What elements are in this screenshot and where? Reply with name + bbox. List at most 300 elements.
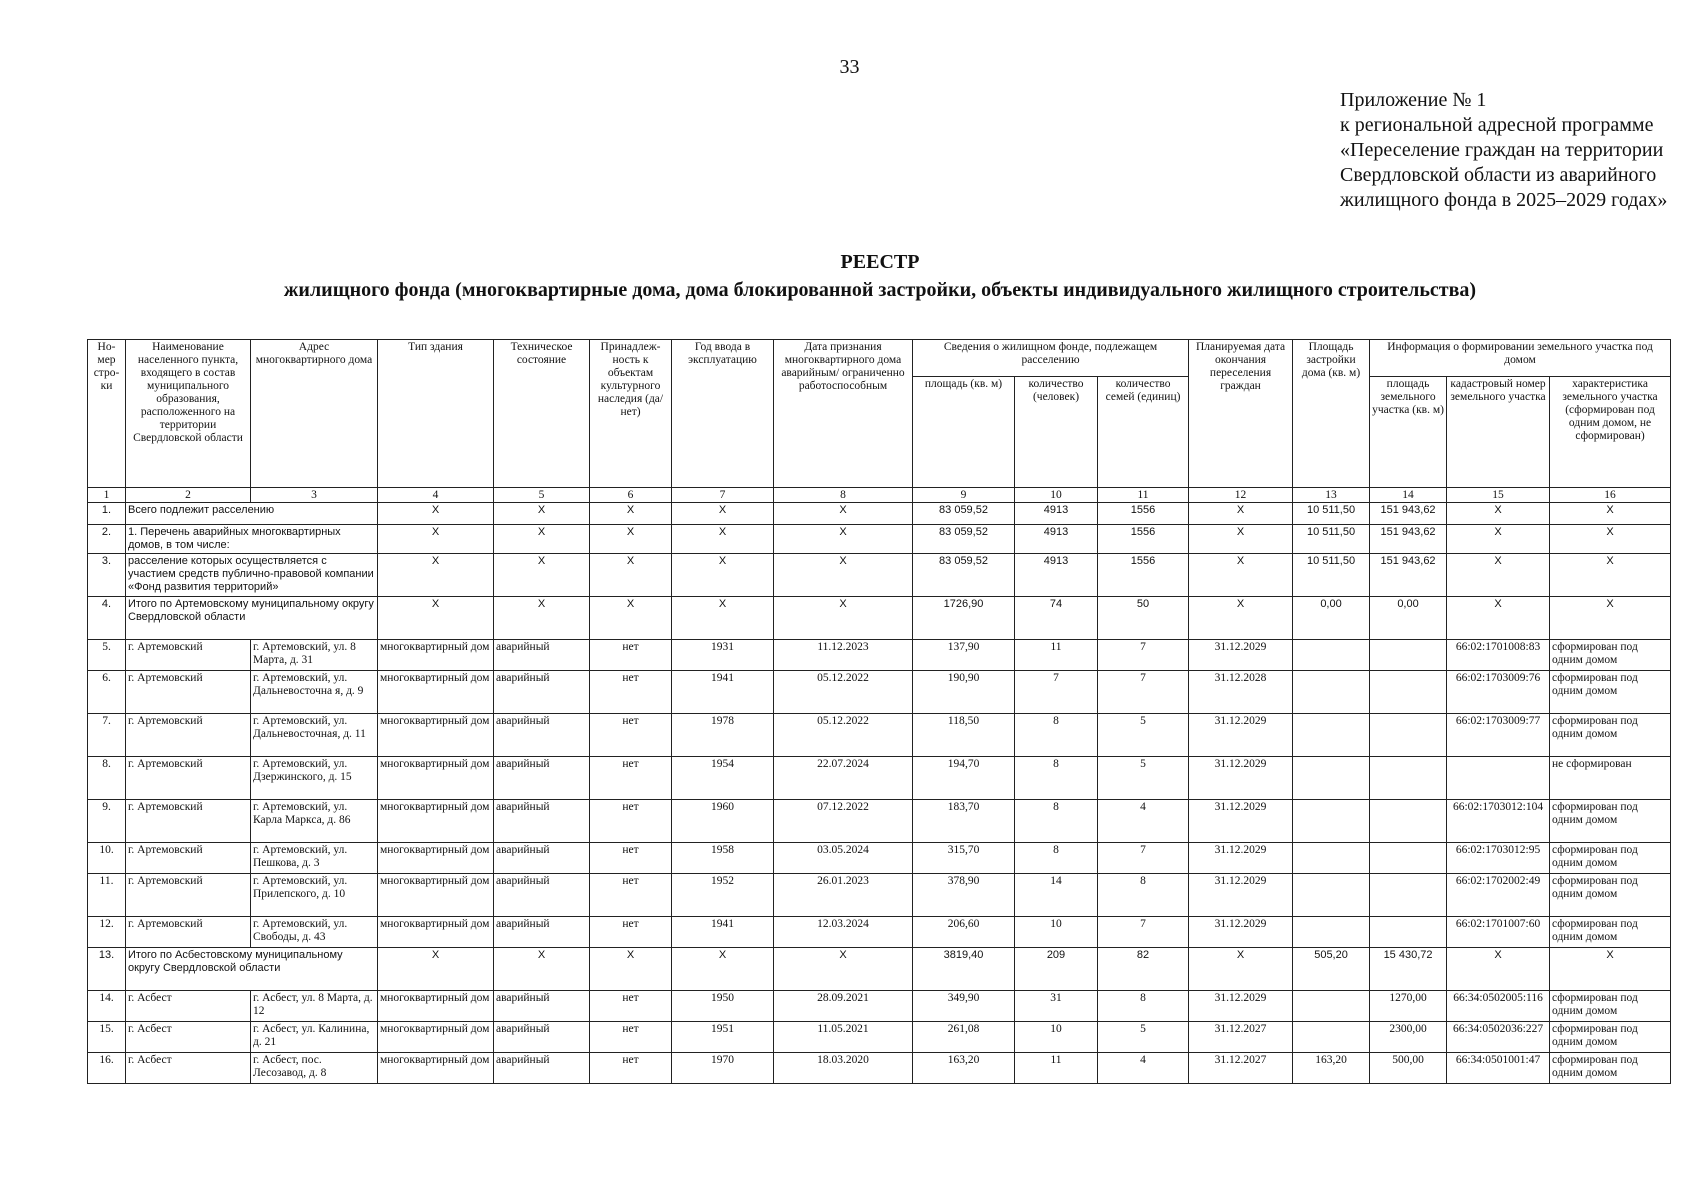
table-cell: 5. <box>88 640 126 671</box>
column-number: 5 <box>494 488 590 503</box>
table-cell: многоквартирный дом <box>378 991 494 1022</box>
table-cell: 10 <box>1015 917 1098 948</box>
table-cell: 14. <box>88 991 126 1022</box>
table-cell <box>1293 843 1370 874</box>
appendix-note <box>1340 88 1667 213</box>
table-cell: 10. <box>88 843 126 874</box>
table-cell: X <box>774 525 913 554</box>
table-cell: сформирован под одним домом <box>1550 1053 1671 1084</box>
table-cell: аварийный <box>494 1053 590 1084</box>
table-cell <box>1293 800 1370 843</box>
table-cell: 4 <box>1098 800 1189 843</box>
table-cell: 07.12.2022 <box>774 800 913 843</box>
table-cell: X <box>1447 525 1550 554</box>
column-number-row <box>88 488 1671 503</box>
header-cell: Принадлеж-ность к объектам культурного наследия (да/нет) <box>590 340 672 488</box>
column-number: 6 <box>590 488 672 503</box>
table-cell: г. Артемовский <box>126 671 251 714</box>
header-cell: площадь (кв. м) <box>913 377 1015 488</box>
table-cell: г. Артемовский <box>126 714 251 757</box>
table-cell: X <box>1189 503 1293 525</box>
table-cell: 1726,90 <box>913 597 1015 640</box>
table-cell: 05.12.2022 <box>774 714 913 757</box>
table-cell: 50 <box>1098 597 1189 640</box>
table-cell <box>1370 843 1447 874</box>
table-cell: 31 <box>1015 991 1098 1022</box>
table-cell: X <box>1189 554 1293 597</box>
table-cell: 11.12.2023 <box>774 640 913 671</box>
table-cell: 163,20 <box>913 1053 1015 1084</box>
table-cell: 11. <box>88 874 126 917</box>
table-cell: X <box>1447 597 1550 640</box>
table-cell: г. Артемовский <box>126 843 251 874</box>
table-cell: 28.09.2021 <box>774 991 913 1022</box>
column-number: 3 <box>251 488 378 503</box>
table-cell: многоквартирный дом <box>378 843 494 874</box>
table-cell: расселение которых осуществляется с участием средств публично-правовой компании «Фонд развития территорий» <box>126 554 378 597</box>
table-cell <box>1293 640 1370 671</box>
table-cell: 151 943,62 <box>1370 503 1447 525</box>
table-cell: 31.12.2029 <box>1189 991 1293 1022</box>
table-row <box>88 843 1671 874</box>
header-cell: Тип здания <box>378 340 494 488</box>
table-cell: аварийный <box>494 991 590 1022</box>
table-cell: многоквартирный дом <box>378 714 494 757</box>
table-cell: X <box>590 554 672 597</box>
table-cell: г. Артемовский, ул. Карла Маркса, д. 86 <box>251 800 378 843</box>
column-number: 9 <box>913 488 1015 503</box>
table-cell: X <box>1447 948 1550 991</box>
appendix-line: Свердловской области из аварийного <box>1340 164 1657 186</box>
table-cell: 7. <box>88 714 126 757</box>
table-cell: 31.12.2027 <box>1189 1053 1293 1084</box>
table-cell: нет <box>590 991 672 1022</box>
table-cell: 1954 <box>672 757 774 800</box>
table-cell: 378,90 <box>913 874 1015 917</box>
table-cell: аварийный <box>494 714 590 757</box>
table-cell: 10 511,50 <box>1293 503 1370 525</box>
appendix-line: к региональной адресной программе <box>1340 114 1654 136</box>
table-cell: аварийный <box>494 640 590 671</box>
table-cell: 8 <box>1098 874 1189 917</box>
table-cell: X <box>672 554 774 597</box>
header-cell: Площадь застройки дома (кв. м) <box>1293 340 1370 488</box>
table-cell: 31.12.2029 <box>1189 714 1293 757</box>
table-cell: 10 511,50 <box>1293 525 1370 554</box>
table-cell <box>1370 757 1447 800</box>
table-cell: 9. <box>88 800 126 843</box>
table-cell: X <box>1447 554 1550 597</box>
table-row <box>88 714 1671 757</box>
header-cell: кадастровый номер земельного участка <box>1447 377 1550 488</box>
table-cell: г. Асбест, пос. Лесозавод, д. 8 <box>251 1053 378 1084</box>
table-cell: 03.05.2024 <box>774 843 913 874</box>
table-cell: 66:02:1703012:104 <box>1447 800 1550 843</box>
column-number: 4 <box>378 488 494 503</box>
table-cell: X <box>378 525 494 554</box>
appendix-line: жилищного фонда в 2025–2029 годах» <box>1340 189 1668 211</box>
table-cell: 18.03.2020 <box>774 1053 913 1084</box>
table-cell: 7 <box>1015 671 1098 714</box>
column-number: 8 <box>774 488 913 503</box>
table-cell: нет <box>590 671 672 714</box>
table-cell: X <box>1550 503 1671 525</box>
table-cell: сформирован под одним домом <box>1550 991 1671 1022</box>
table-cell: 66:02:1703012:95 <box>1447 843 1550 874</box>
column-number: 10 <box>1015 488 1098 503</box>
table-cell: 31.12.2029 <box>1189 874 1293 917</box>
table-cell: X <box>590 948 672 991</box>
header-cell: Но-мер стро-ки <box>88 340 126 488</box>
table-cell: X <box>494 503 590 525</box>
table-cell: 11 <box>1015 640 1098 671</box>
table-cell: X <box>590 597 672 640</box>
table-cell: 8. <box>88 757 126 800</box>
column-number: 11 <box>1098 488 1189 503</box>
table-cell: многоквартирный дом <box>378 640 494 671</box>
column-number: 16 <box>1550 488 1671 503</box>
table-cell: многоквартирный дом <box>378 1022 494 1053</box>
table-cell: 10 <box>1015 1022 1098 1053</box>
table-cell: аварийный <box>494 757 590 800</box>
table-cell: г. Асбест <box>126 991 251 1022</box>
summary-row <box>88 948 1671 991</box>
title-line-2: жилищного фонда (многоквартирные дома, дома блокированной застройки, объекты индивидуального жилищного строительства) <box>283 279 1477 301</box>
table-cell: г. Артемовский, ул. 8 Марта, д. 31 <box>251 640 378 671</box>
table-cell: X <box>774 554 913 597</box>
table-cell <box>1293 917 1370 948</box>
table-cell: X <box>1550 525 1671 554</box>
table-cell: нет <box>590 1022 672 1053</box>
table-cell: нет <box>590 1053 672 1084</box>
table-cell: 31.12.2029 <box>1189 757 1293 800</box>
table-cell: 2. <box>88 525 126 554</box>
table-cell: 8 <box>1015 843 1098 874</box>
table-cell: 183,70 <box>913 800 1015 843</box>
table-cell: сформирован под одним домом <box>1550 1022 1671 1053</box>
table-cell: X <box>378 948 494 991</box>
summary-row <box>88 525 1671 554</box>
table-cell: сформирован под одним домом <box>1550 671 1671 714</box>
table-cell: сформирован под одним домом <box>1550 714 1671 757</box>
table-cell: 83 059,52 <box>913 503 1015 525</box>
table-row <box>88 640 1671 671</box>
table-row <box>88 671 1671 714</box>
table-cell: 1556 <box>1098 554 1189 597</box>
table-cell: нет <box>590 917 672 948</box>
table-cell: г. Артемовский, ул. Пешкова, д. 3 <box>251 843 378 874</box>
table-cell: 505,20 <box>1293 948 1370 991</box>
table-cell: 66:02:1702002:49 <box>1447 874 1550 917</box>
table-cell: Итого по Асбестовскому муниципальному округу Свердловской области <box>126 948 378 991</box>
summary-row <box>88 554 1671 597</box>
table-cell: 66:34:0502036:227 <box>1447 1022 1550 1053</box>
table-cell: 31.12.2029 <box>1189 800 1293 843</box>
header-cell: Дата признания многоквартирного дома аварийным/ ограниченно работоспособным <box>774 340 913 488</box>
table-cell: X <box>378 554 494 597</box>
table-cell: 1978 <box>672 714 774 757</box>
table-cell: X <box>590 503 672 525</box>
header-row <box>88 340 1671 377</box>
table-cell: г. Асбест <box>126 1053 251 1084</box>
table-cell: 15. <box>88 1022 126 1053</box>
table-cell: 261,08 <box>913 1022 1015 1053</box>
table-cell: 5 <box>1098 714 1189 757</box>
table-cell: 66:02:1703009:77 <box>1447 714 1550 757</box>
table-cell: 1950 <box>672 991 774 1022</box>
table-cell: нет <box>590 714 672 757</box>
table-cell: 16. <box>88 1053 126 1084</box>
table-cell: 13. <box>88 948 126 991</box>
table-cell: X <box>774 597 913 640</box>
table-cell: нет <box>590 800 672 843</box>
table-cell: 5 <box>1098 757 1189 800</box>
table-cell: X <box>774 948 913 991</box>
column-number: 13 <box>1293 488 1370 503</box>
table-cell <box>1447 757 1550 800</box>
table-cell: 206,60 <box>913 917 1015 948</box>
table-cell: аварийный <box>494 1022 590 1053</box>
table-cell: сформирован под одним домом <box>1550 843 1671 874</box>
table-cell: 31.12.2029 <box>1189 917 1293 948</box>
column-number: 1 <box>88 488 126 503</box>
table-cell: многоквартирный дом <box>378 874 494 917</box>
table-cell <box>1370 640 1447 671</box>
table-cell: 1556 <box>1098 525 1189 554</box>
table-cell: X <box>672 525 774 554</box>
table-cell: 1960 <box>672 800 774 843</box>
table-cell: многоквартирный дом <box>378 1053 494 1084</box>
registry-body <box>88 340 1671 1084</box>
header-group-housing: Сведения о жилищном фонде, подлежащем расселению <box>913 340 1189 377</box>
table-row <box>88 1022 1671 1053</box>
table-cell: 11 <box>1015 1053 1098 1084</box>
table-cell: X <box>590 525 672 554</box>
table-cell: 66:02:1701007:60 <box>1447 917 1550 948</box>
header-cell: Техническое состояние <box>494 340 590 488</box>
table-cell: аварийный <box>494 800 590 843</box>
table-cell: 31.12.2029 <box>1189 640 1293 671</box>
table-cell: 66:02:1703009:76 <box>1447 671 1550 714</box>
table-cell: 1. Перечень аварийных многоквартирных домов, в том числе: <box>126 525 378 554</box>
table-cell: 1270,00 <box>1370 991 1447 1022</box>
table-row <box>88 917 1671 948</box>
table-cell: 194,70 <box>913 757 1015 800</box>
table-row <box>88 1053 1671 1084</box>
table-cell <box>1370 714 1447 757</box>
table-cell: 500,00 <box>1370 1053 1447 1084</box>
table-cell: 4913 <box>1015 503 1098 525</box>
table-cell: X <box>378 503 494 525</box>
table-cell: многоквартирный дом <box>378 917 494 948</box>
table-cell: 4. <box>88 597 126 640</box>
table-cell: сформирован под одним домом <box>1550 640 1671 671</box>
table-cell: X <box>1189 525 1293 554</box>
registry-table <box>87 339 1671 1084</box>
table-cell: Итого по Артемовскому муниципальному округу Свердловской области <box>126 597 378 640</box>
table-cell: 8 <box>1015 800 1098 843</box>
table-cell: 7 <box>1098 843 1189 874</box>
table-cell: г. Артемовский, ул. Прилепского, д. 10 <box>251 874 378 917</box>
table-cell: X <box>1550 597 1671 640</box>
table-cell: 83 059,52 <box>913 525 1015 554</box>
table-cell: 118,50 <box>913 714 1015 757</box>
table-cell: многоквартирный дом <box>378 800 494 843</box>
table-cell: 11.05.2021 <box>774 1022 913 1053</box>
table-cell: 31.12.2027 <box>1189 1022 1293 1053</box>
table-cell <box>1293 714 1370 757</box>
summary-row <box>88 597 1671 640</box>
table-cell: аварийный <box>494 874 590 917</box>
table-cell: 14 <box>1015 874 1098 917</box>
table-cell: 0,00 <box>1293 597 1370 640</box>
table-row <box>88 800 1671 843</box>
table-cell: 1931 <box>672 640 774 671</box>
header-cell: Год ввода в эксплуатацию <box>672 340 774 488</box>
table-cell: аварийный <box>494 671 590 714</box>
table-cell: 66:34:0501001:47 <box>1447 1053 1550 1084</box>
table-cell: 163,20 <box>1293 1053 1370 1084</box>
table-cell: 05.12.2022 <box>774 671 913 714</box>
table-cell: 82 <box>1098 948 1189 991</box>
header-cell: характеристика земельного участка (сформирован под одним домом, не сформирован) <box>1550 377 1671 488</box>
table-cell: X <box>494 525 590 554</box>
table-cell: 31.12.2028 <box>1189 671 1293 714</box>
column-number: 2 <box>126 488 251 503</box>
table-cell: X <box>494 554 590 597</box>
table-cell: 4913 <box>1015 525 1098 554</box>
table-cell <box>1293 757 1370 800</box>
table-cell: X <box>1550 948 1671 991</box>
table-cell: X <box>1189 597 1293 640</box>
table-cell: нет <box>590 757 672 800</box>
table-cell: 151 943,62 <box>1370 554 1447 597</box>
table-cell <box>1293 671 1370 714</box>
table-row <box>88 757 1671 800</box>
table-cell: аварийный <box>494 917 590 948</box>
table-cell: г. Асбест, ул. Калинина, д. 21 <box>251 1022 378 1053</box>
document-title <box>0 248 1699 304</box>
table-cell: многоквартирный дом <box>378 671 494 714</box>
table-row <box>88 991 1671 1022</box>
table-cell: 1958 <box>672 843 774 874</box>
table-cell: 7 <box>1098 671 1189 714</box>
table-row <box>88 874 1671 917</box>
table-cell <box>1370 671 1447 714</box>
table-cell: г. Асбест <box>126 1022 251 1053</box>
table-cell: г. Артемовский <box>126 917 251 948</box>
table-cell: г. Артемовский, ул. Свободы, д. 43 <box>251 917 378 948</box>
table-cell: 1951 <box>672 1022 774 1053</box>
table-cell: 209 <box>1015 948 1098 991</box>
table-cell: X <box>1550 554 1671 597</box>
title-line-1: РЕЕСТР <box>840 251 920 273</box>
table-cell: X <box>672 503 774 525</box>
table-cell: 349,90 <box>913 991 1015 1022</box>
table-cell: 0,00 <box>1370 597 1447 640</box>
table-cell: нет <box>590 640 672 671</box>
table-cell: 66:02:1701008:83 <box>1447 640 1550 671</box>
table-cell <box>1370 800 1447 843</box>
table-cell: 1556 <box>1098 503 1189 525</box>
table-cell: 1970 <box>672 1053 774 1084</box>
table-cell: 1. <box>88 503 126 525</box>
header-cell: Планируемая дата окончания переселения граждан <box>1189 340 1293 488</box>
table-cell: 10 511,50 <box>1293 554 1370 597</box>
summary-row <box>88 503 1671 525</box>
table-cell: X <box>1447 503 1550 525</box>
column-number: 15 <box>1447 488 1550 503</box>
table-cell: 137,90 <box>913 640 1015 671</box>
table-cell: 15 430,72 <box>1370 948 1447 991</box>
table-cell: X <box>1189 948 1293 991</box>
table-cell: X <box>494 597 590 640</box>
table-cell <box>1293 991 1370 1022</box>
table-cell: 8 <box>1098 991 1189 1022</box>
table-cell: г. Артемовский <box>126 874 251 917</box>
table-cell: г. Артемовский <box>126 757 251 800</box>
table-cell: 22.07.2024 <box>774 757 913 800</box>
table-cell: нет <box>590 843 672 874</box>
table-cell: 8 <box>1015 757 1098 800</box>
header-cell: Адрес многоквартирного дома <box>251 340 378 488</box>
table-cell: 8 <box>1015 714 1098 757</box>
table-cell: 1941 <box>672 671 774 714</box>
table-cell: X <box>672 597 774 640</box>
table-cell: X <box>378 597 494 640</box>
table-cell: сформирован под одним домом <box>1550 800 1671 843</box>
table-cell: г. Асбест, ул. 8 Марта, д. 12 <box>251 991 378 1022</box>
header-cell: количество семей (единиц) <box>1098 377 1189 488</box>
table-cell: X <box>774 503 913 525</box>
table-cell: 190,90 <box>913 671 1015 714</box>
table-cell: аварийный <box>494 843 590 874</box>
table-cell: не сформирован <box>1550 757 1671 800</box>
table-cell: г. Артемовский, ул. Дзержинского, д. 15 <box>251 757 378 800</box>
table-cell <box>1293 874 1370 917</box>
header-group-land: Информация о формировании земельного участка под домом <box>1370 340 1671 377</box>
table-cell: 1952 <box>672 874 774 917</box>
appendix-line: Приложение № 1 <box>1340 89 1487 111</box>
table-cell: г. Артемовский, ул. Дальневосточна я, д. 9 <box>251 671 378 714</box>
table-cell: 6. <box>88 671 126 714</box>
table-cell: 4 <box>1098 1053 1189 1084</box>
table-cell: сформирован под одним домом <box>1550 917 1671 948</box>
table-cell: многоквартирный дом <box>378 757 494 800</box>
table-cell: 5 <box>1098 1022 1189 1053</box>
table-cell: 7 <box>1098 640 1189 671</box>
table-cell: 2300,00 <box>1370 1022 1447 1053</box>
table-cell: 315,70 <box>913 843 1015 874</box>
table-cell: 1941 <box>672 917 774 948</box>
table-cell: 12. <box>88 917 126 948</box>
table-cell: 83 059,52 <box>913 554 1015 597</box>
table-cell <box>1293 1022 1370 1053</box>
table-cell: 4913 <box>1015 554 1098 597</box>
table-cell: г. Артемовский, ул. Дальневосточная, д. 11 <box>251 714 378 757</box>
table-cell: сформирован под одним домом <box>1550 874 1671 917</box>
table-cell: Всего подлежит расселению <box>126 503 378 525</box>
table-cell <box>1370 917 1447 948</box>
column-number: 12 <box>1189 488 1293 503</box>
table-cell: г. Артемовский <box>126 800 251 843</box>
table-cell: 74 <box>1015 597 1098 640</box>
table-cell: 31.12.2029 <box>1189 843 1293 874</box>
table-cell: нет <box>590 874 672 917</box>
header-cell: количество (человек) <box>1015 377 1098 488</box>
column-number: 14 <box>1370 488 1447 503</box>
table-cell <box>1370 874 1447 917</box>
